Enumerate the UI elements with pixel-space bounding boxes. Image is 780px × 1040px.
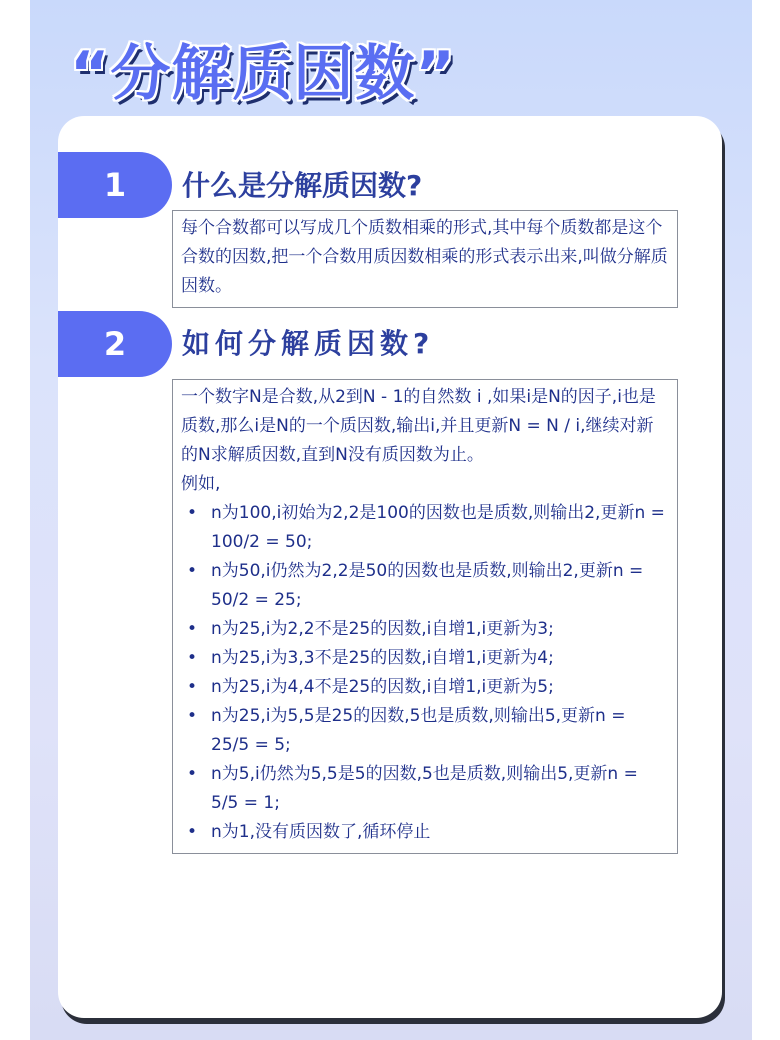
section-number-badge: 1 [58,152,172,218]
list-item: • n为25,i为2,2不是25的因数,i自增1,i更新为3; [181,615,669,644]
definition-box [172,210,678,308]
list-item: • n为100,i初始为2,2是100的因数也是质数,则输出2,更新n = 100/2 = 50; [181,499,669,557]
list-item: • n为25,i为4,4不是25的因数,i自增1,i更新为5; [181,673,669,702]
method-text: 一个数字N是合数,从2到N - 1的自然数 i ,如果i是N的因子,i也是质数,那么i是N的一个质因数,输出i,并且更新N = N / i,继续对新的N求解质因数,直到N没有质因数为止。 [181,387,656,465]
method-box [172,379,678,854]
section-title: 如何分解质因数? [182,327,435,360]
list-item: • n为50,i仍然为2,2是50的因数也是质数,则输出2,更新n = 50/2 = 25; [181,557,669,615]
section-number-badge: 2 [58,311,172,377]
list-item: • n为1,没有质因数了,循环停止 [181,818,669,847]
section-title: 什么是分解质因数? [182,169,423,202]
page-title: “分解质因数” [70,39,456,109]
example-label: 例如, [181,474,221,494]
list-item: • n为5,i仍然为5,5是5的因数,5也是质数,则输出5,更新n = 5/5 = 1; [181,760,669,818]
definition-text: 每个合数都可以写成几个质数相乘的形式,其中每个质数都是这个合数的因数,把一个合数用质因数相乘的形式表示出来,叫做分解质因数。 [181,218,668,296]
list-item: • n为25,i为5,5是25的因数,5也是质数,则输出5,更新n = 25/5 = 5; [181,702,669,760]
example-steps-list [181,499,669,847]
list-item: • n为25,i为3,3不是25的因数,i自增1,i更新为4; [181,644,669,673]
